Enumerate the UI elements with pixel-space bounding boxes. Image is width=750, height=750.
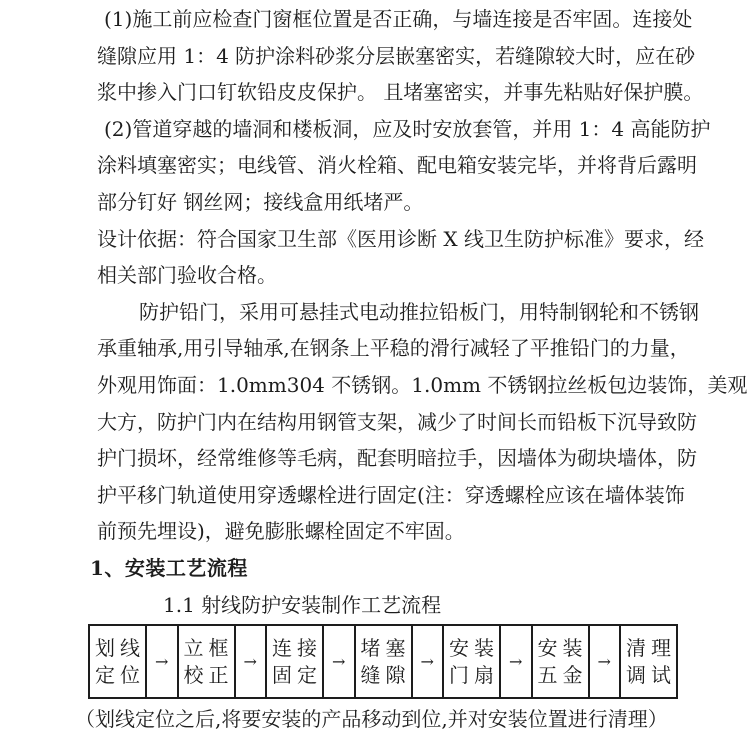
flow-step-label: 定位 xyxy=(95,662,145,687)
flowchart-caption: （划线定位之后,将要安装的产品移动到位,并对安装位置进行清理） xyxy=(75,707,668,732)
flow-step-connect-fix xyxy=(267,626,324,697)
text-line: 护门损坏，经常维修等毛病，配套明暗拉手，因墙体为砌块墙体，防 xyxy=(97,446,697,471)
flow-step-label: 清理 xyxy=(626,635,676,660)
flow-step-label: 连接 xyxy=(272,635,322,660)
flow-arrow-icon xyxy=(324,626,356,697)
flow-step-label: 五金 xyxy=(537,662,588,687)
section-heading: 1、安装工艺流程 xyxy=(90,555,248,580)
flow-arrow-icon xyxy=(413,626,445,697)
arrow-right-icon: → xyxy=(332,652,346,672)
text-line: 大方，防护门内在结构用钢管支架，减少了时间长而铅板下沉导致防 xyxy=(97,409,697,434)
flow-step-layout-positioning xyxy=(90,626,147,697)
text-line: 浆中掺入门口钉软铅皮皮保护。 且堵塞密实，并事先粘贴好保护膜。 xyxy=(97,80,704,105)
flow-step-label: 堵塞 xyxy=(360,635,411,660)
section-subheading: 1.1 射线防护安装制作工艺流程 xyxy=(163,592,442,617)
flow-arrow-icon xyxy=(236,626,268,697)
flow-step-label: 校正 xyxy=(183,662,234,687)
text-line: 涂料填塞密实；电线管、消火栓箱、配电箱安装完毕，并将背后露明 xyxy=(97,153,697,178)
flow-arrow-icon xyxy=(590,626,622,697)
arrow-right-icon: → xyxy=(597,652,611,672)
flow-step-install-door-leaf xyxy=(444,626,501,697)
text-line: 承重轴承,用引导轴承,在钢条上平稳的滑行减轻了平推铅门的力量， xyxy=(97,336,690,361)
flow-step-label: 安装 xyxy=(537,635,588,660)
flow-step-label: 固定 xyxy=(272,662,322,687)
text-line: 外观用饰面：1.0mm304 不锈钢。1.0mm 不锈钢拉丝板包边装饰，美观 xyxy=(97,372,748,397)
text-line: 相关部门验收合格。 xyxy=(97,263,277,288)
flow-step-label: 立框 xyxy=(183,635,234,660)
arrow-right-icon: → xyxy=(155,652,169,672)
arrow-right-icon: → xyxy=(509,652,523,672)
flow-step-label: 安装 xyxy=(449,635,499,660)
flow-arrow-icon xyxy=(501,626,533,697)
flow-step-label: 门扇 xyxy=(449,662,499,687)
flow-step-install-hardware xyxy=(533,626,590,697)
text-line: 防护铅门，采用可悬挂式电动推拉铅板门，用特制钢轮和不锈钢 xyxy=(139,299,699,324)
flow-step-clean-debug xyxy=(621,626,676,697)
arrow-right-icon: → xyxy=(420,652,434,672)
text-line: 护平移门轨道使用穿透螺栓进行固定(注：穿透螺栓应该在墙体装饰 xyxy=(97,482,685,507)
text-line: 缝隙应用 1：4 防护涂料砂浆分层嵌塞密实，若缝隙较大时，应在砂 xyxy=(97,43,696,68)
flow-step-label: 划线 xyxy=(95,635,145,660)
text-line: (1)施工前应检查门窗框位置是否正确，与墙连接是否牢固。连接处 xyxy=(104,7,693,31)
flow-arrow-icon xyxy=(147,626,179,697)
flow-step-seal-gaps xyxy=(356,626,413,697)
text-line: 设计依据：符合国家卫生部《医用诊断 X 线卫生防护标准》要求，经 xyxy=(97,226,704,251)
flow-step-frame-correction xyxy=(179,626,236,697)
arrow-right-icon: → xyxy=(243,652,257,672)
process-flow-table xyxy=(88,624,678,699)
text-line: 部分钉好 钢丝网；接线盒用纸堵严。 xyxy=(97,189,424,214)
flow-step-label: 缝隙 xyxy=(360,662,411,687)
flow-step-label: 调试 xyxy=(626,662,676,687)
text-line: 前预先埋设)，避免膨胀螺栓固定不牢固。 xyxy=(97,519,465,544)
text-line: (2)管道穿越的墙洞和楼板洞，应及时安放套管，并用 1：4 高能防护 xyxy=(104,116,711,141)
